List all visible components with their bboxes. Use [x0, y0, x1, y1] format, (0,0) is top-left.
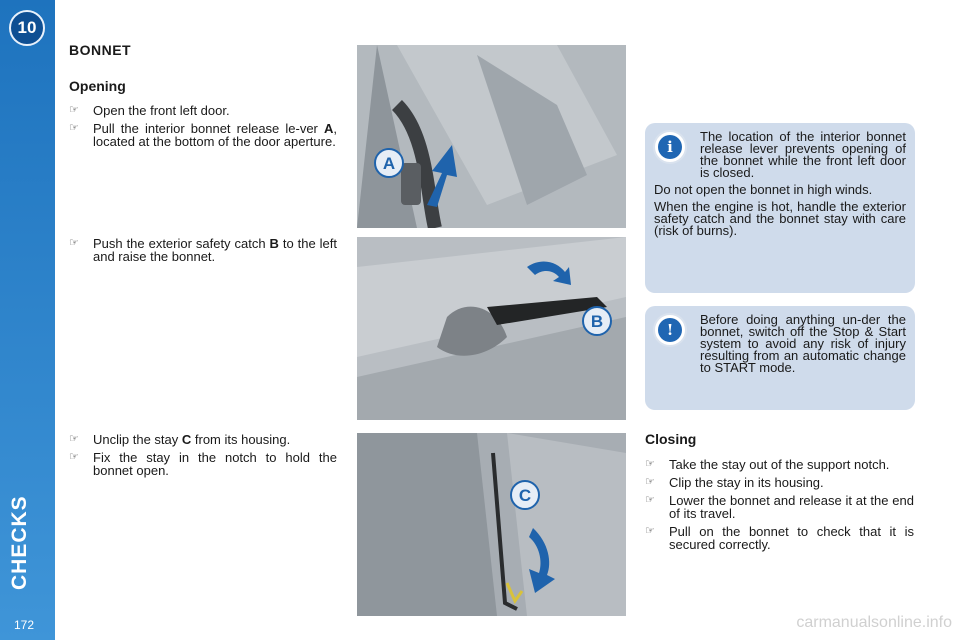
pointing-hand-icon: ☞ — [69, 237, 79, 249]
opening-heading: Opening — [69, 78, 126, 94]
list-item: ☞ Push the exterior safety catch B to the left and raise the bonnet. — [69, 236, 337, 264]
pointing-hand-icon: ☞ — [645, 476, 655, 488]
warning-icon: ! — [653, 313, 687, 347]
label-a: A — [382, 154, 396, 173]
watermark: carmanualsonline.info — [796, 614, 952, 631]
opening-steps-3 — [69, 433, 337, 482]
info-note-text: The location of the interior bonnet release lever prevents opening of the bonnet while the front left door is closed. — [700, 129, 906, 180]
pointing-hand-icon: ☞ — [645, 525, 655, 537]
warning-note — [645, 306, 915, 410]
info-icon: i — [653, 130, 687, 164]
photo-bonnet-stay — [357, 433, 626, 616]
opening-steps-2 — [69, 237, 337, 268]
page-number: 172 — [14, 618, 35, 632]
closing-steps — [645, 458, 914, 556]
info-note-text: When the engine is hot, handle the exterior safety catch and the bonnet stay with care (risk of burns). — [654, 199, 906, 238]
pointing-hand-icon: ☞ — [69, 122, 79, 134]
list-item: ☞ Take the stay out of the support notch. — [645, 457, 890, 472]
pointing-hand-icon: ☞ — [69, 433, 79, 445]
list-item: ☞ Unclip the stay C from its housing. — [69, 432, 291, 447]
list-item: ☞ Pull on the bonnet to check that it is secured correctly. — [645, 524, 914, 552]
chapter-label: CHECKS — [8, 495, 31, 590]
pointing-hand-icon: ☞ — [645, 494, 655, 506]
pointing-hand-icon: ☞ — [69, 451, 79, 463]
info-note — [645, 123, 915, 293]
list-item: ☞ Clip the stay in its housing. — [645, 475, 824, 490]
pointing-hand-icon: ☞ — [645, 458, 655, 470]
pointing-hand-icon: ☞ — [69, 104, 79, 116]
list-item: ☞ Pull the interior bonnet release le-ver A, located at the bottom of the door aperture. — [69, 121, 337, 149]
closing-heading: Closing — [645, 431, 697, 447]
info-note-text: Do not open the bonnet in high winds. — [654, 182, 873, 197]
chapter-number-badge: 10 — [9, 10, 45, 46]
label-b: B — [590, 312, 604, 331]
warning-note-text: Before doing anything un-der the bonnet, switch off the Stop & Start system to avoid any risk of injury resulting from an automatic change to START mode. — [700, 312, 906, 375]
list-item: ☞ Lower the bonnet and release it at the end of its travel. — [645, 493, 914, 521]
photo-release-lever — [357, 45, 626, 228]
label-c: C — [518, 486, 532, 505]
page-title: BONNET — [69, 42, 132, 58]
list-item: ☞ Open the front left door. — [69, 103, 230, 118]
opening-steps-1 — [69, 104, 337, 153]
list-item: ☞ Fix the stay in the notch to hold the bonnet open. — [69, 450, 337, 478]
photo-safety-catch — [357, 237, 626, 420]
chapter-sidebar — [0, 0, 55, 640]
